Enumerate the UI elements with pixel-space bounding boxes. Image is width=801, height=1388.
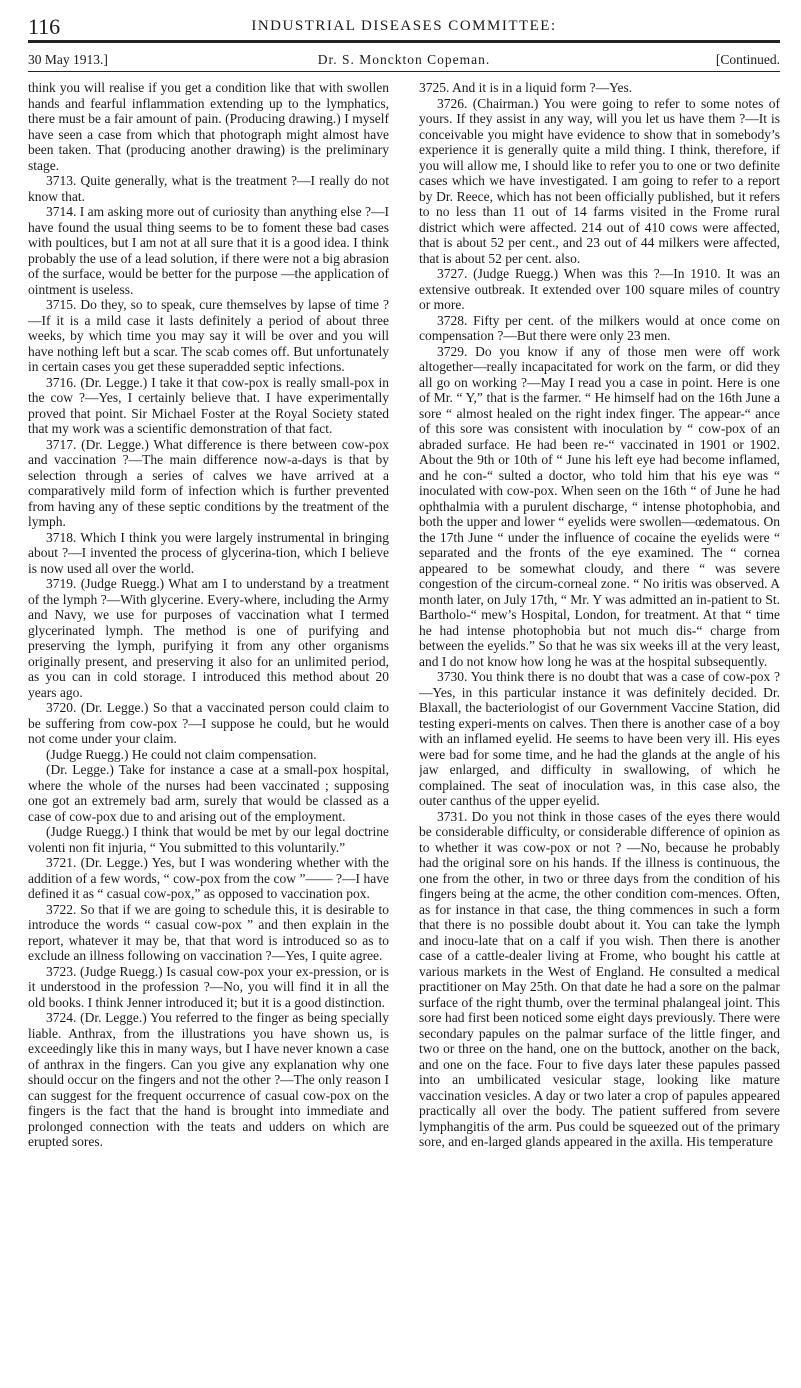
sitting-date: 30 May 1913.] <box>28 52 108 67</box>
paragraph: 3714. I am asking more out of curiosity than anything else ?—I have found the usual thing seems to be to foment these bad cases with poultices, but I am not at all sure that it is a good idea. I think probably the use of a lead solution, if there were not a big abrasion of the surface, would be better for the purpose —the application of ointment is useless. <box>28 204 389 297</box>
running-title: INDUSTRIAL DISEASES COMMITTEE: <box>251 18 557 34</box>
paragraph: 3720. (Dr. Legge.) So that a vaccinated person could claim to be suffering from cow-pox ?—I suppose he could, but he would not come under your claim. <box>28 700 389 746</box>
paragraph: 3725. And it is in a liquid form ?—Yes. <box>419 80 633 95</box>
paragraph: 3729. Do you know if any of those men were off work altogether—really incapacitated for work on the farm, or did they all go on working ?—May I read you a case in point. Here is one of Mr. “ Y,” that is the farmer. “ He himself had on the 16th June a sore “ almost healed on the right index finger. The appear-“ ance of this sore was consistent with inoculation by “ cow-pox of an abraded surface. He had been re-“ vaccinated in 1901 or 1902. About the 9th or 10th of “ June his left eye had become inflamed, and he con-“ sulted a doctor, who told him that his eye was “ inoculated with cow-pox. When seen on the 16th “ of June he had ophthalmia with a purulent discharge, “ intense photophobia, and both the upper and lower “ eyelids were swollen—œdematous. On the 17th June “ under the influence of cocaine the eyelids were “ separated and the fronts of the eye examined. The “ cornea appeared to be somewhat cloudy, and there “ was severe congestion of the circum-corneal zone. “ No iritis was observed. A month later, on July 17th, “ Mr. Y was admitted an in-patient to St. Bartholo-“ mew’s Hospital, London, for treatment. At that “ time he had intense photophobia but not much dis-“ charge from between the eyelids.” So that he was six weeks ill at the very least, and I do not know how long he was at the hospital subsequently. <box>419 343 780 669</box>
paragraph: 3719. (Judge Ruegg.) What am I to understand by a treatment of the lymph ?—With glycerine. Every-where, including the Army and Navy, we use for purposes of vaccination what I termed glycerinated lymph. The method is one of purifying and preserving the lymph, purifying it from any other organisms originally present, and preserving it also for an unlimited period, as you can in cold storage. I introduced this method about 20 years ago. <box>28 576 389 700</box>
sub-header <box>28 52 780 70</box>
page-header <box>28 14 780 39</box>
paragraph: 3727. (Judge Ruegg.) When was this ?—In 1910. It was an extensive outbreak. It extended over 100 square miles of country or more. <box>419 266 780 312</box>
paragraph: 3715. Do they, so to speak, cure themselves by lapse of time ?—If it is a mild case it lasts definitely a period of about three weeks, by which time you may say it will be over and you will have nothing left but a scar. The scab comes off. But unfortunately in certain cases you get these superadded septic infections. <box>28 297 389 374</box>
paragraph: 3731. Do you not think in those cases of the eyes there would be considerable difficulty, or considerable difference of opinion as to whether it was cow-pox or not ? —No, because he probably had the original sore on his hands. If the illness is continuous, the one from the other, in two or three days from the condition of his fingers being at the acme, the other condition com-mences. Often, as for instance in that case, the thing commences in such a form that there is no possible doubt about it. You can take the lymph and inocu-late that on a calf if you wish. Then there is another case of a cattle-dealer living at Frome, who bought his cattle at various markets in the West of England. He consulted a medical practitioner on May 25th. On that date he had a sore on the palmar surface of the right thumb, over the terminal phalangeal joint. This sore had first been noticed some eight days previously. There were secondary papules on the palmar surface of the little finger, and two or three on the hand, one on the buttock, another on the back, and one on the face. Four to five days later these papules passed into an umbilicated vesicular stage, looking like mature vaccination vesicles. A day or two later a crop of papules appeared practically all over the body. The patient suffered from severe lymphangitis of the arm. Pus could be squeezed out of the primary sore, and en-larged glands appeared in the axilla. His temperature <box>419 808 780 1149</box>
left-column <box>28 80 389 1380</box>
paragraph: (Judge Ruegg.) I think that would be met by our legal doctrine volenti non fit injuria, “ You submitted to this voluntarily.” <box>28 824 389 855</box>
paragraph: 3730. You think there is no doubt that was a case of cow-pox ?—Yes, in this particular instance it was definitely decided. Dr. Blaxall, the bacteriologist of our Government Vaccine Station, did testing experi-ments on calves. Then there is another case of a boy with an inflamed eyelid. He seems to have been very ill. His eyes were bad for some time, and he had the glands at the angle of his jaw enlarged, and difficulty in swallowing, of which he complained. The seat of inoculation was, in this case also, the outer canthus of the upper eyelid. <box>419 669 780 808</box>
paragraph: 3717. (Dr. Legge.) What difference is there between cow-pox and vaccination ?—The main difference now-a-days is that by selection through a series of calves we have arrived at a comparatively mild form of infection which is further prevented from having any of these septic conditions by the treatment of the lymph. <box>28 436 389 529</box>
paragraph: 3728. Fifty per cent. of the milkers would at once come on compensation ?—But there were only 23 men. <box>419 312 780 343</box>
paragraph: (Judge Ruegg.) He could not claim compensation. <box>46 746 317 762</box>
subheader-rule <box>28 71 780 72</box>
paragraph: 3718. Which I think you were largely instrumental in bringing about ?—I invented the process of glycerina-tion, which I believe is now used all over the world. <box>28 529 389 576</box>
paragraph: 3724. (Dr. Legge.) You referred to the finger as being specially liable. Anthrax, from the illustrations you have shown us, is exceedingly like this in many ways, but I have never known a case of anthrax in the fingers. Can you give any explanation why one should occur on the fingers and not the other ?—The only reason I can suggest for the frequent occurrence of casual cow-pox on the fingers is the fact that the hand is brought into immediate and prolonged connection with the teats and udders on which are erupted sores. <box>28 1010 389 1149</box>
paragraph: 3716. (Dr. Legge.) I take it that cow-pox is really small-pox in the cow ?—Yes, I certainly believe that. I have experimentally proved that point. Sir Michael Foster at the Royal Society stated that my work was a scientific demonstration of that fact. <box>28 374 389 436</box>
paragraph: (Dr. Legge.) Take for instance a case at a small-pox hospital, where the whole of the nurses had been vaccinated ; supposing one got an extremely bad arm, surely that would be classed as a case of cow-pox due to and arising out of the employment. <box>28 762 389 824</box>
page-number: 116 <box>28 14 61 39</box>
paragraph: 3713. Quite generally, what is the treatment ?—I really do not know that. <box>28 173 389 204</box>
continued-label: [Continued. <box>715 52 780 67</box>
witness-name: Dr. S. Monckton Copeman. <box>317 52 491 67</box>
paragraph: think you will realise if you get a condition like that with swollen hands and fearful inflammation extending up to the lymphatics, there must be a fair amount of pain. (Producing drawing.) I myself have seen a case from which that photograph might almost have been taken. That (producing another drawing) is the preliminary stage. <box>28 80 389 173</box>
paragraph: 3726. (Chairman.) You were going to refer to some notes of yours. If they assist in any way, will you let us have them ?—It is conceivable you might have evidence to show that in somebody’s experience it is generally quite a mild thing. I think, therefore, if you will allow me, I should like to refer you to one or two definite cases which we have investigated. I am going to refer to a report by Dr. Reece, which has not been officially published, but it refers to no less than 11 out of 14 farms visited in the Frome rural district which were affected. 214 out of 410 cows were affected, that is about 52 per cent., and 23 out of 44 milkers were affected, that is about 52 per cent. also. <box>419 95 780 266</box>
paragraph: 3723. (Judge Ruegg.) Is casual cow-pox your ex-pression, or is it understood in the profession ?—No, you will find it in all the old books. I think Jenner introduced it; but it is a good distinction. <box>28 963 389 1010</box>
right-column <box>419 80 780 1380</box>
paragraph: 3722. So that if we are going to schedule this, it is desirable to introduce the words “ casual cow-pox ” and then explain in the report, whatever it may be, that that word is introduced so as to exclude an illness following on vaccination ?—Yes, I quite agree. <box>28 901 389 963</box>
paragraph: 3721. (Dr. Legge.) Yes, but I was wondering whether with the addition of a few words, “ cow-pox from the cow ”—— ?—I have defined it as “ casual cow-pox,” as opposed to vaccination pox. <box>28 855 389 901</box>
header-rule-thin <box>28 42 780 43</box>
